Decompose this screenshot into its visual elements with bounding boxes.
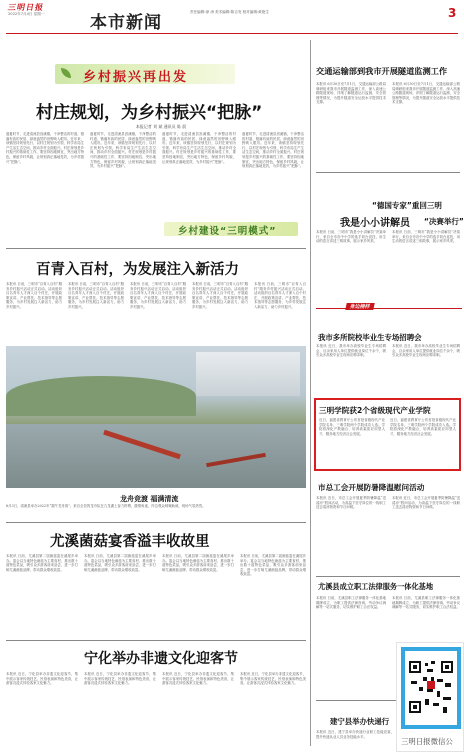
right-story1-body-col1: 本报讯 6月30日至7月1日，交通运输部公路局调研组来我市开展隧道监测工作，深入高速公路隧道现场，详细了解隧道运行监测、安全管理等情况，为提升隧道安全运营水平提供技术支撑。 [316,82,386,105]
story4-headline: 宁化举办非遗文化迎客节 [84,651,238,667]
qr-label: 三明日报微信公 [401,737,453,746]
column-divider [310,40,311,746]
story1-body-col2: 盛夏时节，走进清流县嵩溪镇，干净整洁的村道、错落有致的民居、绿意盎然的田野映入眼帘。近年来，该镇坚持规划先行，以村庄规划为引领，科学布局生产生活生态空间，推动乡村全面振兴。村庄规划是乡村振兴的基础性工作，要坚持因地制宜，突出地方特色，保留乡村风貌，让规划真正落地见效，为乡村振兴“把脉”。 [90,132,156,169]
highlight-headline: 三明学院获2个省级现代产业学院 [319,406,431,415]
highlight-body-col2: 近日，福建省教育厅公布首批省级现代产业学院名单，三明学院两个学院成功入选。学院将深化产教融合，培养高素质应用型人才，服务地方经济社会发展。 [390,418,456,436]
story3-body-col3: 本报讯 日前，尤溪县第二届菌菇宴在溪尾乡举办。宴会以当地特色菌菇为主要食材，推出数十道特色菜品，吸引众多游客前来品尝，进一步打响尤溪菌菇品牌，带动群众增收致富。 [162,554,234,572]
right-story2-kicker: “德国专家”重回三明 [372,201,442,210]
right-story5-headline: 尤溪县成立职工法律服务一体化基地 [318,582,434,591]
story2-body-col3: 本报讯 日前，三明市“百青入百村”服务乡村振兴活动正式启动。活动组织百名青年人才深入百个村庄，开展政策宣讲、产业帮扶、技术指导等志愿服务，为乡村发展注入新活力，助力乡村振兴。 [130,282,186,309]
buildings [196,352,300,396]
right-story3-body-col1: 本报讯 近日，我市举办高校毕业生专场招聘会，百余家用人单位提供就业岗位千余个，吸引众多高校毕业生现场应聘求职。 [316,344,386,358]
mountain [6,376,196,416]
dragon-boat-photo [6,346,306,488]
badge-label: 身边榜样 [345,303,375,310]
right-story2-headline: 我是小小讲解员 [340,218,410,229]
right-story2-body-col2: 本报讯 日前，三明市“我是小小讲解员”决赛举行，来自全市各中小学的选手同台竞技，用生动的语言讲述三明故事，展示家乡风采。 [392,230,460,244]
story1-body-col1: 盛夏时节，走进清流县嵩溪镇，干净整洁的村道、错落有致的民居、绿意盎然的田野映入眼帘。近年来，该镇坚持规划先行，以村庄规划为引领，科学布局生产生活生态空间，推动乡村全面振兴。村庄规划是乡村振兴的基础性工作，要坚持因地制宜，突出地方特色，保留乡村风貌，让规划真正落地见效，为乡村振兴“把脉”。 [6,132,84,164]
story2-headline: 百青入百村，为发展注入新活力 [36,262,239,278]
masthead-rule [6,33,458,34]
story3-body-col2: 本报讯 日前，尤溪县第二届菌菇宴在溪尾乡举办。宴会以当地特色菌菇为主要食材，推出数十道特色菜品，吸引众多游客前来品尝，进一步打响尤溪菌菇品牌，带动群众增收致富。 [84,554,156,572]
story1-body-col4: 盛夏时节，走进清流县嵩溪镇，干净整洁的村道、错落有致的民居、绿意盎然的田野映入眼帘。近年来，该镇坚持规划先行，以村庄规划为引领，科学布局生产生活生态空间，推动乡村全面振兴。村庄规划是乡村振兴的基础性工作，要坚持因地制宜，突出地方特色，保留乡村风貌，让规划真正落地见效，为乡村振兴“把脉”。 [242,132,304,169]
right-story1-headline: 交通运输部到我市开展隧道监测工作 [316,66,448,76]
story1-body-col3: 盛夏时节，走进清流县嵩溪镇，干净整洁的村道、错落有致的民居、绿意盎然的田野映入眼帘。近年来，该镇坚持规划先行，以村庄规划为引领，科学布局生产生活生态空间，推动乡村全面振兴。村庄规划是乡村振兴的基础性工作，要坚持因地制宜，突出地方特色，保留乡村风貌，让规划真正落地见效，为乡村振兴“把脉”。 [162,132,236,164]
editors-credit: 责任编辑:徐 涛 美术编辑:陈吉发 校对编辑:黄艳生 [190,10,269,14]
story1-byline: 本报记者 刘 斌 通讯员 陈 晨 [135,124,187,129]
story4-body-col2: 本报讯 近日，宁化县举办非遗文化迎客节，集中展示客家传统技艺、民俗表演和特色美食，让游客沉浸式体验客家文化魅力。 [84,672,156,686]
photo-caption-body: 6月3日，清流县举办2022年“端午龙舟赛”，来自全县的龙舟队在九龙湖上奋力拼搏，激情角逐，岸边观众呐喊助威，现场气氛热烈。 [6,504,206,508]
banner2-text: 乡村建设“三明模式” [178,226,277,237]
divider [316,576,460,577]
divider [316,172,460,173]
story2-body-col4: 本报讯 日前，三明市“百青入百村”服务乡村振兴活动正式启动。活动组织百名青年人才深入百个村庄，开展政策宣讲、产业帮扶、技术指导等志愿服务，为乡村发展注入新活力，助力乡村振兴。 [192,282,248,309]
story4-body-col4: 本报讯 近日，宁化县举办非遗文化迎客节，集中展示客家传统技艺、民俗表演和特色美食，让游客沉浸式体验客家文化魅力。 [240,672,306,686]
right-story3-body-col2: 本报讯 近日，我市举办高校毕业生专场招聘会，百余家用人单位提供就业岗位千余个，吸引众多高校毕业生现场应聘求职。 [392,344,460,358]
wechat-qr-overlay[interactable] [396,642,464,752]
section-badge [316,304,462,317]
right-story4-body-col1: 本报讯 近日，市总工会开展夏季防暑降温“送清凉”慰问活动，为高温下坚守岗位的一线职工送去清凉物资和节日问候。 [316,496,386,510]
right-story5-body-col1: 本报讯 日前，尤溪县职工法律服务一体化基地揭牌成立，为职工提供法律咨询、劳动争议调解等一站式服务，切实维护职工合法权益。 [316,596,386,610]
story3-body-col1: 本报讯 日前，尤溪县第二届菌菇宴在溪尾乡举办。宴会以当地特色菌菇为主要食材，推出数十道特色菜品，吸引众多游客前来品尝，进一步打响尤溪菌菇品牌，带动群众增收致富。 [6,554,78,572]
right-story5-body-col2: 本报讯 日前，尤溪县职工法律服务一体化基地揭牌成立，为职工提供法律咨询、劳动争议调解等一站式服务，切实维护职工合法权益。 [392,596,460,610]
highlight-body-col1: 近日，福建省教育厅公布首批省级现代产业学院名单，三明学院两个学院成功入选。学院将深化产教融合，培养高素质应用型人才，服务地方经济社会发展。 [319,418,385,436]
story2-body-col2: 本报讯 日前，三明市“百青入百村”服务乡村振兴活动正式启动。活动组织百名青年人才深入百个村庄，开展政策宣讲、产业帮扶、技术指导等志愿服务，为乡村发展注入新活力，助力乡村振兴。 [68,282,124,309]
page-number: 3 [448,6,457,20]
newspaper-logo: 三明日报 [7,2,45,12]
divider [6,522,306,523]
story4-body-col1: 本报讯 近日，宁化县举办非遗文化迎客节，集中展示客家传统技艺、民俗表演和特色美食，让游客沉浸式体验客家文化魅力。 [6,672,78,686]
highlight-story-box [314,398,461,471]
divider [316,700,396,701]
right-story3-headline: 我市多所院校毕业生专场招聘会 [318,333,422,342]
issue-date: 2022年7月4日 星期一 [8,12,45,16]
story1-headline: 村庄规划，为乡村振兴“把脉” [36,103,263,123]
right-story4-body-col2: 本报讯 近日，市总工会开展夏季防暑降温“送清凉”慰问活动，为高温下坚守岗位的一线职工送去清凉物资和节日问候。 [392,496,460,510]
leaf-icon [61,68,71,78]
story2-body-col1: 本报讯 日前，三明市“百青入百村”服务乡村振兴活动正式启动。活动组织百名青年人才深入百个村庄，开展政策宣讲、产业帮扶、技术指导等志愿服务，为乡村发展注入新活力，助力乡村振兴。 [6,282,62,309]
banner-rural-model [164,222,298,236]
right-story6-body: 本报讯 近日，建宁县举办快递行业职工技能竞赛，提升快递从业人员业务技能水平。 [316,730,394,739]
divider [6,248,306,249]
story4-body-col3: 本报讯 近日，宁化县举办非遗文化迎客节，集中展示客家传统技艺、民俗表演和特色美食，让游客沉浸式体验客家文化魅力。 [162,672,234,686]
story3-body-col4: 本报讯 日前，尤溪县第二届菌菇宴在溪尾乡举办。宴会以当地特色菌菇为主要食材，推出数十道特色菜品，吸引众多游客前来品尝，进一步打响尤溪菌菇品牌，带动群众增收致富。 [240,554,306,577]
right-story1-body-col2: 本报讯 6月30日至7月1日，交通运输部公路局调研组来我市开展隧道监测工作，深入高速公路隧道现场，详细了解隧道运行监测、安全管理等情况，为提升隧道安全运营水平提供技术支撑。 [392,82,460,105]
photo-caption-title: 龙舟竞渡 福满清流 [120,495,179,503]
right-story4-headline: 市总工会开展防暑降温慰问活动 [318,483,425,492]
section-title: 本市新闻 [90,13,162,33]
right-story6-headline: 建宁县举办快递行 [330,717,390,726]
right-story2-body-col1: 本报讯 日前，三明市“我是小小讲解员”决赛举行，来自全市各中小学的选手同台竞技，用生动的语言讲述三明故事，展示家乡风采。 [316,230,386,244]
divider [6,640,306,641]
masthead [0,0,464,36]
story2-body-col5: 本报讯 日前，三明市“百青入百村”服务乡村振兴活动正式启动。活动组织百名青年人才深入百个村庄，开展政策宣讲、产业帮扶、技术指导等志愿服务，为乡村发展注入新活力，助力乡村振兴。 [254,282,306,309]
story3-headline: 尤溪菌菇宴香溢丰收故里 [50,534,210,550]
banner-text: 乡村振兴再出发 [83,70,189,85]
qr-code-icon[interactable] [407,657,455,717]
banner-rural-revitalization [55,64,235,84]
right-story2-subhead: “决赛举行” [424,217,464,226]
